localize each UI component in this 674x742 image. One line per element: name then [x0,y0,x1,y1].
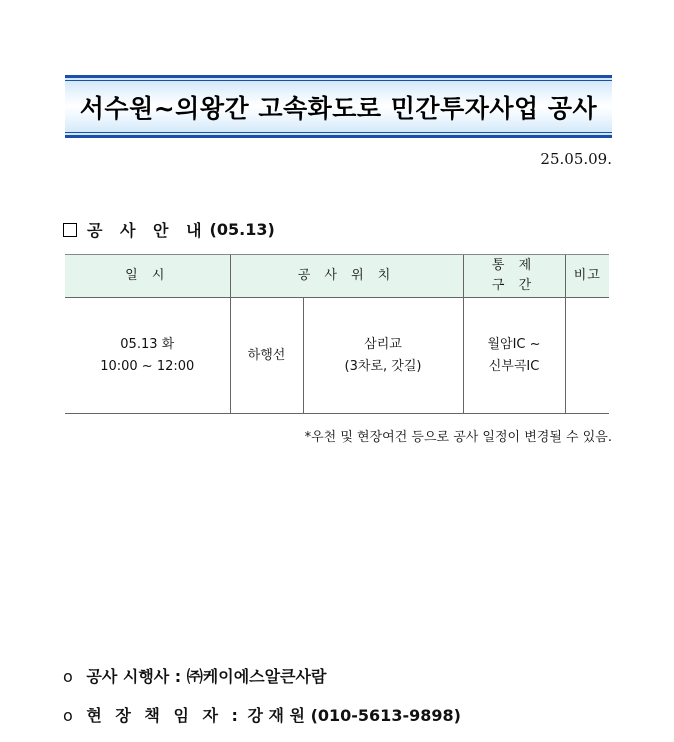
manager-value: 강 재 원 (010-5613-9898) [247,706,461,725]
section-label: 공 사 안 내 [87,221,208,240]
section-heading [63,218,275,241]
cell-time: 10:00 ~ 12:00 [100,358,195,374]
cell-section-start: 월암IC ~ [487,336,541,352]
cell-direction: 하행선 [230,298,303,414]
header-datetime: 일 시 [65,255,230,298]
cell-section-end: 신부곡IC [488,358,540,374]
header-control-line2: 구 간 [491,278,537,293]
schedule-table [65,254,609,414]
cell-datetime [65,298,230,414]
section-date: (05.13) [209,220,275,239]
cell-date: 05.13 화 [120,336,175,352]
manager-line [63,703,461,726]
bullet-icon: o [63,667,73,686]
schedule-note: *우천 및 현장여건 등으로 공사 일정이 변경될 수 있음. [304,430,612,445]
header-remark: 비고 [565,255,609,298]
contractor-value: ㈜케이에스알큰사람 [186,667,327,686]
document-title: 서수원~의왕간 고속화도로 민간투자사업 공사 [79,93,598,123]
contractor-line [63,664,326,687]
cell-location-name: 삼리교 [364,336,402,352]
cell-location [303,298,463,414]
document-date: 25.05.09. [540,150,612,168]
cell-location-lane: (3차로, 갓길) [344,358,422,374]
cell-control-section [463,298,565,414]
table-header-row [65,255,609,298]
header-control-section [463,255,565,298]
manager-label: 현 장 책 임 자 : [86,706,242,725]
checkbox-icon [63,223,77,237]
table-row [65,298,609,414]
cell-remark [565,298,609,414]
title-banner [65,75,612,138]
header-control-line1: 통 제 [491,258,537,273]
contractor-label: 공사 시행사 : [86,667,182,686]
header-location: 공 사 위 치 [230,255,463,298]
bullet-icon: o [63,706,73,725]
